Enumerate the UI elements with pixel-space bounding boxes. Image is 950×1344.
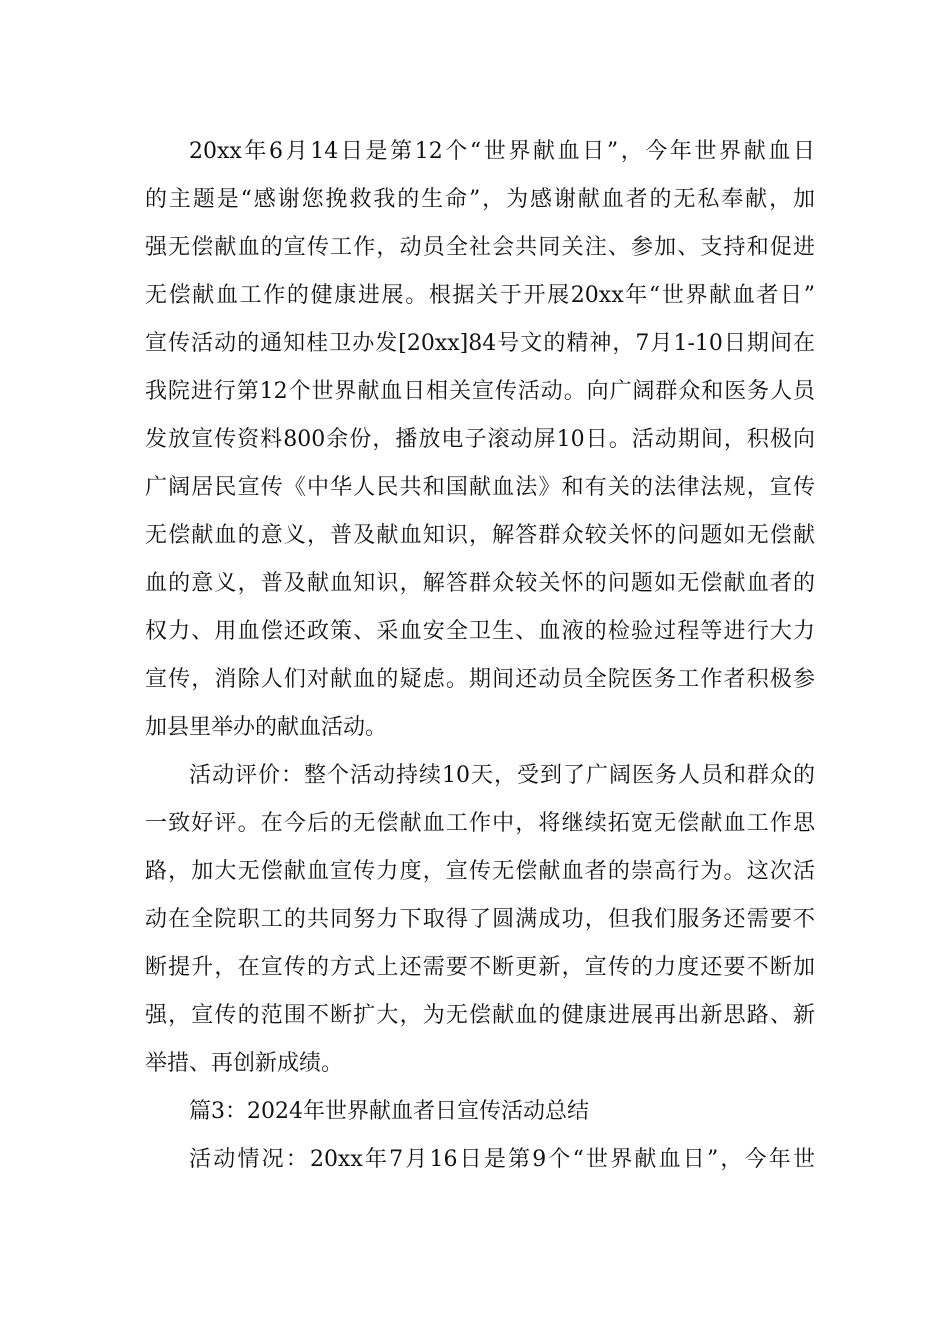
section-heading: 篇3：2024年世界献血者日宣传活动总结 — [189, 1099, 589, 1124]
paragraph-1-line-9: 无偿献血的意义，普及献血知识，解答群众较关怀的问题如无偿献 — [145, 523, 815, 548]
paragraph-1-line-13: 加县里举办的献血活动。 — [145, 715, 388, 740]
paragraph-3-line-1: 活动情况：20xx年7月16日是第9个“世界献血日”，今年世 — [189, 1147, 815, 1172]
paragraph-2-line-6: 强，宣传的范围不断扩大，为无偿献血的健康进展再出新思路、新 — [145, 1003, 815, 1028]
paragraph-1-line-3: 强无偿献血的宣传工作，动员全社会共同关注、参加、支持和促进 — [145, 235, 815, 260]
paragraph-2-line-3: 路，加大无偿献血宣传力度，宣传无偿献血者的崇高行为。这次活 — [145, 859, 815, 884]
paragraph-1-line-1: 20xx年6月14日是第12个“世界献血日”，今年世界献血日 — [189, 139, 815, 164]
paragraph-1-line-6: 我院进行第12个世界献血日相关宣传活动。向广阔群众和医务人员 — [145, 379, 815, 404]
paragraph-2-line-5: 断提升，在宣传的方式上还需要不断更新，宣传的力度还要不断加 — [145, 955, 815, 980]
paragraph-2-line-1: 活动评价：整个活动持续10天，受到了广阔医务人员和群众的 — [189, 763, 815, 788]
paragraph-2-line-2: 一致好评。在今后的无偿献血工作中，将继续拓宽无偿献血工作思 — [145, 811, 815, 836]
paragraph-1-line-12: 宣传，消除人们对献血的疑虑。期间还动员全院医务工作者积极参 — [145, 667, 815, 692]
paragraph-1-line-2: 的主题是“感谢您挽救我的生命”，为感谢献血者的无私奉献，加 — [145, 187, 815, 212]
paragraph-1-line-8: 广阔居民宣传《中华人民共和国献血法》和有关的法律法规，宣传 — [145, 475, 815, 500]
paragraph-1-line-7: 发放宣传资料800余份，播放电子滚动屏10日。活动期间，积极向 — [145, 427, 815, 452]
paragraph-1-line-5: 宣传活动的通知桂卫办发[20xx]84号文的精神，7月1-10日期间在 — [145, 331, 815, 356]
paragraph-1-line-4: 无偿献血工作的健康进展。根据关于开展20xx年“世界献血者日” — [145, 283, 815, 308]
paragraph-2-line-7: 举措、再创新成绩。 — [145, 1051, 344, 1076]
paragraph-1-line-10: 血的意义，普及献血知识，解答群众较关怀的问题如无偿献血者的 — [145, 571, 815, 596]
paragraph-1-line-11: 权力、用血偿还政策、采血安全卫生、血液的检验过程等进行大力 — [145, 619, 815, 644]
paragraph-2-line-4: 动在全院职工的共同努力下取得了圆满成功，但我们服务还需要不 — [145, 907, 815, 932]
